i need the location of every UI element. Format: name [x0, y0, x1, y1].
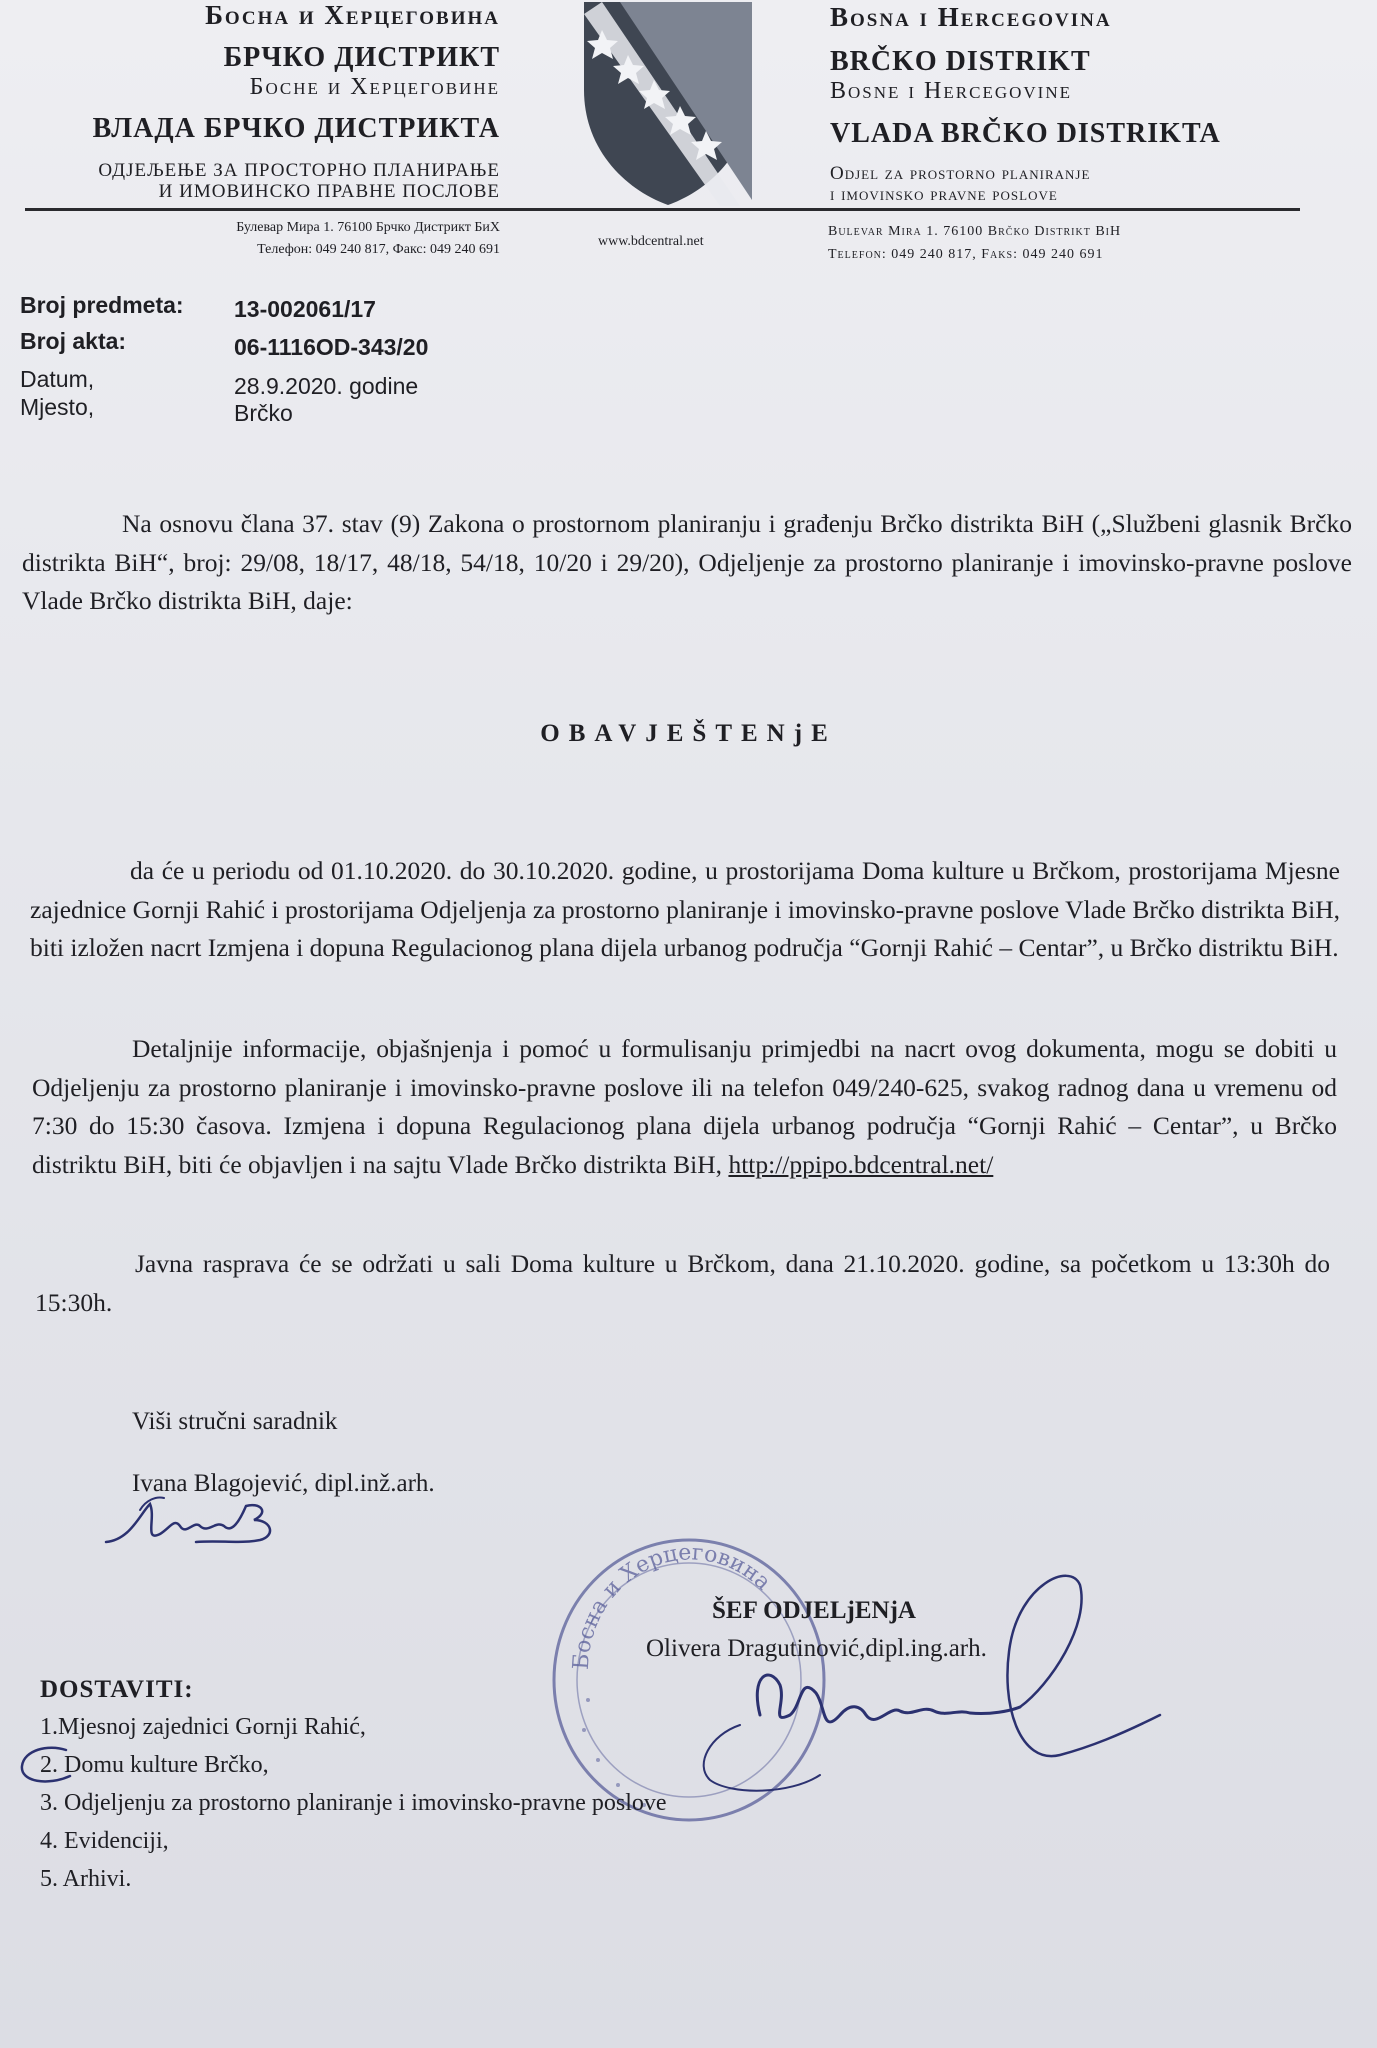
signature-1-icon	[100, 1490, 300, 1560]
intro-paragraph: Na osnovu člana 37. stav (9) Zakona o prostornom planiranju i građenju Brčko distrikta BiH („Službeni glasnik Brčko distrikta BiH“, broj: 29/08, 18/17, 48/18, 54/18, 10/20 i 29/20), Odjeljenje za prostorno planiranje i imovinsko-pravne poslove Vlade Brčko distrikta BiH, daje:	[22, 509, 1352, 615]
date-label: Datum,	[20, 366, 95, 392]
list-item: 1.Mjesnoj zajednici Gornji Rahić,	[40, 1714, 366, 1740]
signer1-name: Ivana Blagojević, dipl.inž.arh.	[132, 1470, 435, 1497]
header-left-district: БРЧКО ДИСТРИКТ	[223, 42, 500, 73]
header-left-district-sub: Босне и Херцеговине	[249, 74, 500, 100]
place-value: Brčko	[234, 400, 293, 426]
place-label: Mjesto,	[20, 394, 95, 420]
stamp-text: Босна и Херцеговина	[568, 1540, 776, 1671]
header-website: www.bdcentral.net	[598, 234, 704, 249]
act-number-value: 06-1116OD-343/20	[234, 334, 429, 360]
document-title: OBAVJEŠTENjE	[540, 720, 837, 747]
case-number-label: Broj predmeta:	[20, 292, 184, 318]
signature-2-icon	[690, 1565, 1170, 1815]
header-left-department-line1: ОДЈЕЉЕЊЕ ЗА ПРОСТОРНО ПЛАНИРАЊЕ	[98, 160, 500, 181]
header-left-country: Босна и Херцеговина	[205, 0, 500, 30]
body-paragraph-1: da će u periodu od 01.10.2020. do 30.10.2020. godine, u prostorijama Doma kulture u Brčkom, prostorijama Mjesne zajednice Gornji Rahić i prostorijama Odjeljenja za prostorno planiranje i imovinsko-pravne poslove Vlade Brčko distrikta BiH, biti izložen nacrt Izmjena i dopuna Regulacionog plana dijela urbanog područja “Gornji Rahić – Centar”, u Brčko distriktu BiH.	[30, 856, 1340, 962]
header-left-department-line2: И ИМОВИНСКО ПРАВНЕ ПОСЛОВЕ	[158, 181, 500, 202]
header-right-address: Bulevar Mira 1. 76100 Brčko Distrikt BiH	[828, 224, 1122, 239]
list-item: 5. Arhivi.	[40, 1866, 132, 1892]
header-right-department-line2: i imovinsko pravne poslove	[830, 184, 1058, 205]
signer1-role: Viši stručni saradnik	[132, 1408, 338, 1435]
header-right-government: VLADA BRČKO DISTRIKTA	[830, 118, 1221, 149]
header-left-phone: Телефон: 049 240 817, Факс: 049 240 691	[257, 242, 500, 257]
coat-of-arms-icon	[580, 0, 755, 210]
list-item: 3. Odjeljenju za prostorno planiranje i imovinsko-pravne poslove	[40, 1790, 667, 1816]
signer2-role: ŠEF ODJELjENjA	[712, 1597, 916, 1624]
body-paragraph-3: Javna rasprava će se održati u sali Doma kulture u Brčkom, dana 21.10.2020. godine, sa početkom u 13:30h do 15:30h.	[35, 1249, 1330, 1317]
list-item: 2. Domu kulture Brčko,	[40, 1752, 269, 1778]
list-item: 4. Evidenciji,	[40, 1828, 169, 1854]
header-left-address: Булевар Мира 1. 76100 Брчко Дистрикт БиХ	[236, 220, 500, 235]
header-right-country: Bosna i Hercegovina	[830, 2, 1112, 32]
header-divider	[25, 208, 1300, 211]
signer2-name: Olivera Dragutinović,dipl.ing.arh.	[646, 1635, 987, 1662]
case-number-value: 13-002061/17	[234, 296, 376, 322]
distribution-heading: DOSTAVITI:	[40, 1676, 194, 1703]
body-paragraph-2-text: Detaljnije informacije, objašnjenja i pomoć u formulisanju primjedbi na nacrt ovog dokumenta, mogu se dobiti u Odjeljenju za prostorno planiranje i imovinsko-pravne poslove ili na telefon 049/240-625, svakog radnog dana u vremenu od 7:30 do 15:30 časova. Izmjena i dopuna Regulacionog plana dijela urbanog područja “Gornji Rahić – Centar”, u Brčko distriktu BiH, biti će objavljen i na sajtu Vlade Brčko distrikta BiH,	[32, 1034, 1337, 1179]
header-right-department-line1: Odjel za prostorno planiranje	[830, 163, 1091, 184]
header-left-government: ВЛАДА БРЧКО ДИСТРИКТА	[92, 113, 500, 144]
date-value: 28.9.2020. godine	[234, 373, 419, 399]
act-number-label: Broj akta:	[20, 328, 127, 354]
handwritten-circle-mark	[18, 1744, 78, 1788]
website-link[interactable]: http://ppipo.bdcentral.net/	[728, 1149, 994, 1179]
distribution-list	[40, 1708, 667, 1898]
header-right-phone: Telefon: 049 240 817, Faks: 049 240 691	[828, 247, 1104, 262]
header-right-district-sub: Bosne i Hercegovine	[830, 78, 1072, 104]
body-paragraph-2	[32, 1030, 1337, 1184]
header-right-district: BRČKO DISTRIKT	[830, 46, 1091, 77]
